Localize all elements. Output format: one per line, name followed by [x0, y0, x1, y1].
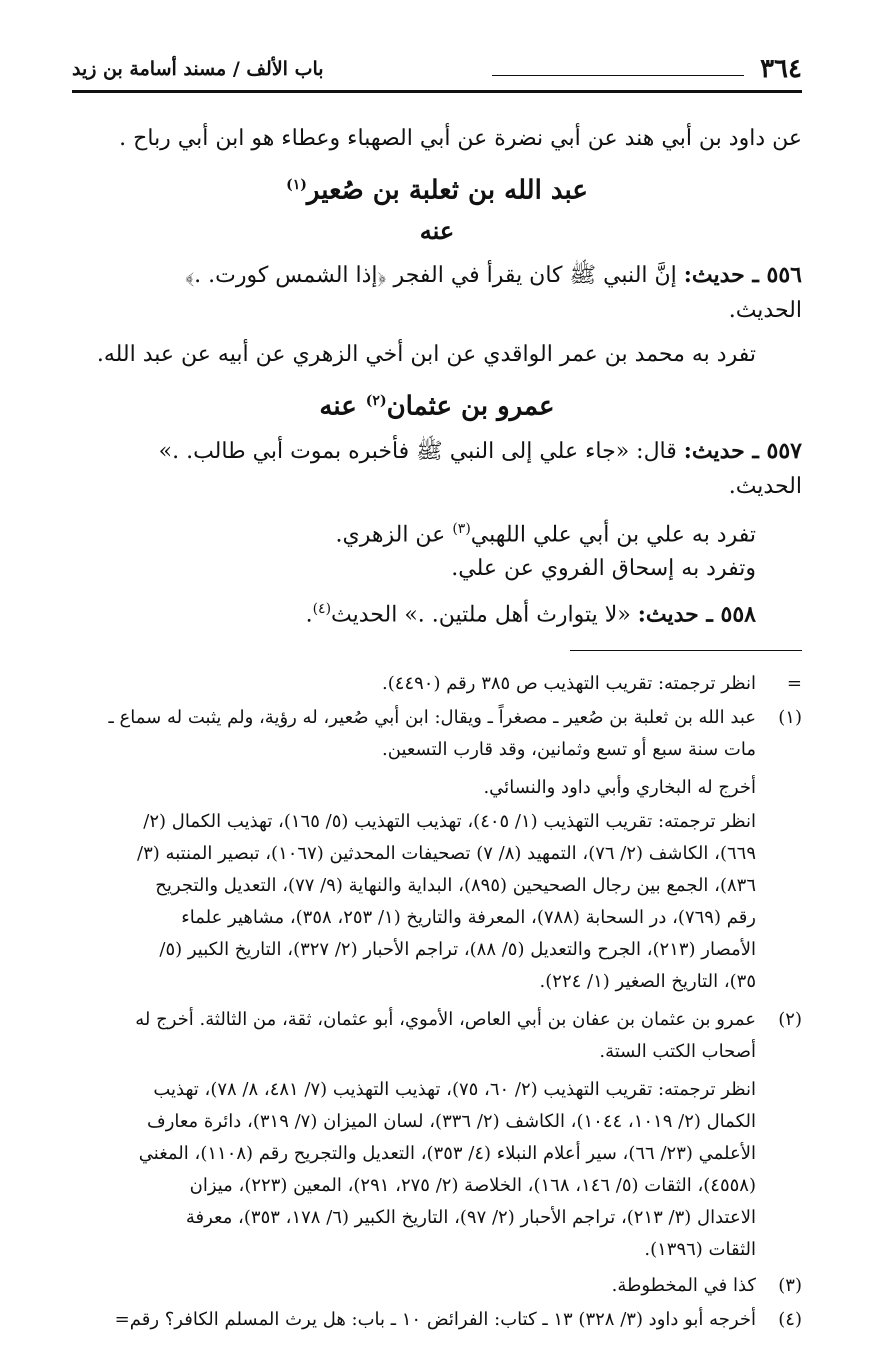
footnote-line: كذا في المخطوطة.: [611, 1275, 756, 1296]
hadith-text: إنَّ النبي ﷺ كان يقرأ في الفجر ﴿إذا الشمس كورت. .﴾: [185, 263, 677, 288]
footnote-marker: (٢): [778, 1009, 802, 1030]
footnote-marker: =: [786, 673, 802, 694]
footnote-line: انظر ترجمته: تقريب التهذيب (٢/ ٦٠، ٧٥)، تهذيب التهذيب (٧/ ٤٨١، ٨/ ٧٨)، تهذيب: [153, 1079, 756, 1100]
section-subheading: عنه: [419, 216, 455, 245]
footnote-line: ٦٦٩)، الكاشف (٢/ ٧٦)، التمهيد (٨/ ٧) تصحيفات المحدثين (١٠٦٧)، تبصير المنتبه (٣/: [137, 843, 756, 864]
text-line: الحديث.: [728, 298, 802, 323]
hadith-note: وتفرد به إسحاق الفروي عن علي.: [451, 556, 756, 581]
page-header: [72, 50, 802, 93]
hadith-entry: [185, 260, 802, 291]
footnote-line: الاعتدال (٣/ ٢١٣)، تراجم الأحبار (٢/ ٩٧)، التاريخ الكبير (٦/ ١٧٨، ٣٥٣)، معرفة: [185, 1207, 756, 1228]
text-line: الحديث.: [728, 474, 802, 499]
hadith-number-label: ٥٥٧ ـ حديث:: [683, 438, 802, 464]
footnote-line: انظر ترجمته: تقريب التهذيب (١/ ٤٠٥)، تهذيب التهذيب (٥/ ١٦٥)، تهذيب الكمال (٢/: [143, 811, 756, 832]
hadith-text: «لا يتوارث أهل ملتين. .» الحديث: [331, 602, 631, 628]
hadith-entry: [159, 436, 802, 467]
footnote-line: عمرو بن عثمان بن عفان بن أبي العاص، الأموي، أبو عثمان، ثقة، من الثالثة. أخرج له: [135, 1009, 756, 1030]
footnote-marker: (٤): [778, 1309, 802, 1330]
section-heading: [72, 386, 802, 422]
footnote-separator: [570, 650, 802, 651]
footnote-ref: (١): [286, 177, 307, 193]
footnote-line: الأمصار (٢١٣)، الجرح والتعديل (٥/ ٨٨)، تراجم الأحبار (٢/ ٣٢٧)، التاريخ الكبير (٥/: [159, 939, 756, 960]
running-title: باب الألف / مسند أسامة بن زيد: [72, 58, 324, 80]
hadith-number-label: ٥٥٦ ـ حديث:: [683, 262, 802, 288]
footnote-line: انظر ترجمته: تقريب التهذيب ص ٣٨٥ رقم (٤٤٩٠).: [382, 673, 756, 694]
heading-text: عمرو بن عثمان: [386, 391, 555, 422]
hadith-number-label: ٥٥٨ ـ حديث:: [637, 601, 756, 628]
footnote-ref: (٢): [365, 393, 387, 409]
hadith-note: تفرد به محمد بن عمر الواقدي عن ابن أخي الزهري عن أبيه عن عبد الله.: [96, 342, 756, 367]
footnote-line: مات سنة سبع أو تسع وثمانين، وقد قارب التسعين.: [382, 739, 756, 760]
footnote-line: عبد الله بن ثعلبة بن صُعير ـ مصغراً ـ ويقال: ابن أبي صُعير، له رؤية، ولم يثبت له سماع ـ: [108, 707, 756, 728]
footnote-ref: (٣): [452, 521, 471, 537]
footnote-line: أخرجه أبو داود (٣/ ٣٢٨) ١٣ ـ كتاب: الفرائض ١٠ ـ باب: هل يرث المسلم الكافر؟ رقم=: [114, 1309, 756, 1330]
heading-suffix: عنه: [319, 391, 357, 422]
footnote-line: الثقات (١٣٩٦).: [644, 1239, 756, 1260]
header-rule: [492, 75, 744, 76]
footnote-line: الكمال (٢/ ١٠١٩، ١٠٤٤)، الكاشف (٢/ ٣٣٦)، لسان الميزان (٧/ ٣١٩)، دائرة معارف: [147, 1111, 756, 1132]
footnote-ref: (٤): [312, 601, 332, 617]
footnote-line: ٨٣٦)، الجمع بين رجال الصحيحين (٨٩٥)، البداية والنهاية (٩/ ٧٧)، التعديل والتجريح: [155, 875, 756, 896]
heading-text: عبد الله بن ثعلبة بن صُعير: [306, 175, 588, 206]
page-number: ٣٦٤: [760, 54, 802, 84]
footnote-line: أصحاب الكتب الستة.: [599, 1041, 756, 1062]
section-heading: [72, 170, 802, 206]
footnote-line: (٤٥٥٨)، الثقات (٥/ ١٤٦، ١٦٨)، الخلاصة (٢/ ٢٧٥، ٢٩١)، المعين (٢٢٣)، ميزان: [189, 1175, 756, 1196]
text-line: عن داود بن أبي هند عن أبي نضرة عن أبي الصهباء وعطاء هو ابن أبي رباح .: [119, 126, 802, 151]
hadith-entry: ٥٥٨ ـ حديث: «لا يتوارث أهل ملتين. .» الحديث$^{(٤)}$.: [305, 601, 756, 628]
footnote-marker: (٣): [778, 1275, 802, 1296]
footnote-marker: (١): [778, 707, 802, 728]
hadith-note: تفرد به علي بن أبي علي اللهبي$^{(٣)}$ عن الزهري.: [335, 521, 756, 548]
footnote-line: رقم (٧٦٩)، در السحابة (٧٨٨)، المعرفة والتاريخ (١/ ٢٥٣، ٣٥٨)، مشاهير علماء: [181, 907, 756, 928]
footnote-line: ٣٥)، التاريخ الصغير (١/ ٢٢٤).: [539, 971, 756, 992]
footnote-line: الأعلمي (٢٣/ ٦٦)، سير أعلام النبلاء (٤/ ٣٥٣)، التعديل والتجريح رقم (١١٠٨)، المغني: [138, 1143, 756, 1164]
footnote-line: أخرج له البخاري وأبي داود والنسائي.: [483, 777, 756, 798]
hadith-text: قال: «جاء علي إلى النبي ﷺ فأخبره بموت أبي طالب. .»: [158, 439, 677, 464]
